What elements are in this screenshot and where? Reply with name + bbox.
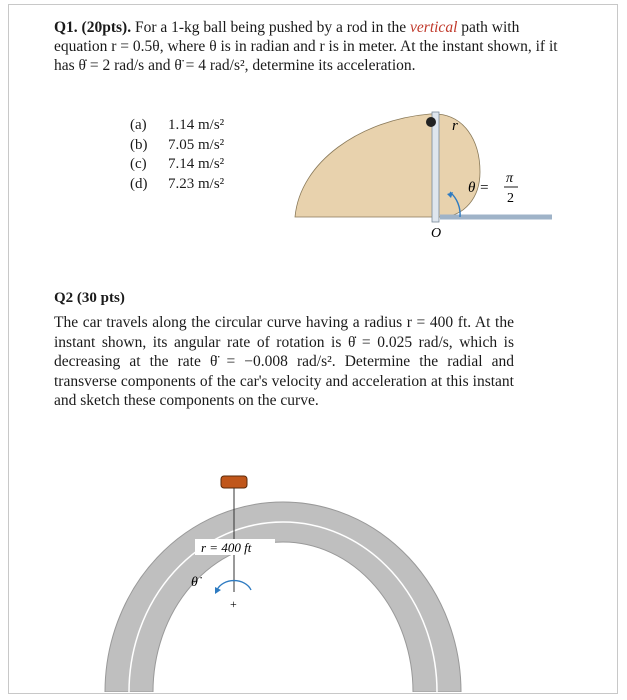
road [105, 502, 461, 692]
q1-heading: Q1. (20pts). [54, 19, 132, 36]
choice-value: 7.14 m/s² [168, 156, 225, 172]
choice-b [130, 136, 224, 156]
choice-d [130, 175, 224, 195]
q1-text-a: For a 1-kg ball being pushed by a rod in the [131, 19, 411, 36]
q2-figure [95, 462, 470, 692]
r-label: r [452, 118, 458, 134]
choice-value: 1.14 m/s² [168, 117, 225, 133]
radius-label: r = 400 ft [201, 540, 252, 555]
choice-label: (a) [130, 117, 147, 133]
q1-figure [290, 102, 565, 242]
theta-dot-label: θ̇ [191, 575, 198, 590]
pi-label: π [506, 171, 514, 186]
choice-label: (d) [130, 175, 148, 192]
choice-c [130, 155, 224, 175]
q2-body: The car travels along the circular curve having a radius r = 400 ft. At the instant shown, its angular rate of rotation is θ̇ = 0.025 rad/s, which is decreasing at the rate θ̈ = −0.008 rad/s². Determine the radial and transverse components of the car's velocity and acceleration at this instant and sketch these components on the curve. [54, 314, 514, 410]
q1-text-b: path with equation r = 0.5θ, where θ is in radian and r is in meter. At the instant shown, if it has θ̇ = 2 rad/s and θ̈ = 4 rad/s², determine its acceleration. [54, 19, 558, 74]
choice-value: 7.23 m/s² [168, 175, 225, 192]
q1-vertical-word: vertical [410, 19, 458, 36]
q2-title: Q2 (30 pts) [54, 290, 125, 306]
plus-label: + [230, 597, 237, 611]
choice-a [130, 116, 224, 136]
choice-value: 7.05 m/s² [168, 136, 225, 153]
theta-eq: θ = [468, 180, 490, 196]
car [221, 476, 247, 488]
choice-label: (b) [130, 136, 148, 153]
q1-choices [130, 116, 224, 194]
question-1 [54, 18, 574, 75]
o-label: O [431, 226, 442, 241]
choice-label: (c) [130, 156, 147, 172]
ball [426, 117, 436, 127]
two-label: 2 [507, 191, 514, 206]
rod [432, 112, 439, 222]
